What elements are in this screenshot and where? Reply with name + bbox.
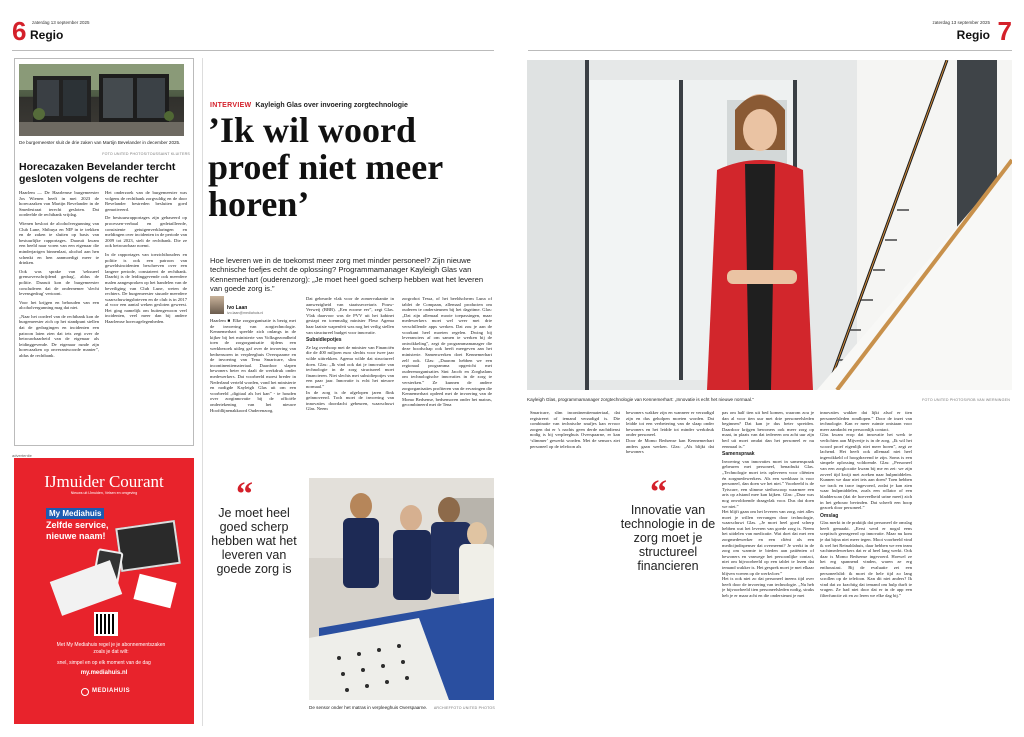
pull-quote: Je moet heel goed scherp hebben wat het leveren van goede zorg is (211, 506, 297, 576)
article-col-1: Haarlem ■ Elke zorgorganisatie is bezig met de invoering van zorgtechnologie. Kennemerhart speelde zich onlangs in de kijker bij het ministerie van Volksgezondheid toen de zorgorganisatie tijdens een werkbezoek uitleg gaf over de invoering van bedsensoren in verpleeghuis Overspaarne en de invoering van Tena Smartcare, slim incontinentiemateriaal. Daardoor slapen bewoners beter en daalt de werkdruk onder medewerkers. Dat voorbeeld moest breder in Nederland verteld worden, vond het ministerie en nodigde Kayleigh Glas uit om een voorbeeld „digitaal als het kan” - te houden over zorginnovatie bij de officiële ondertekening van het nieuwe Hoofdlijnenakkoord Ouderenzorg. (210, 318, 296, 413)
avatar (210, 296, 224, 314)
short-story-headline: Horecazaken Bevelander tercht gesloten volgens de rechter (19, 161, 176, 185)
advertisement[interactable] (14, 458, 194, 724)
left-page-header (12, 18, 492, 48)
paragraph: Invoering van innovaties moet in samenspraak gebeuren met personeel, benadrukt Glas. „Technologie moet iets opleveren voor cliënten én zorgmedewerkers. Als een werkbaar is voor personeel, dan doen we het niet.” Voorbeeld is de Tyiscare, een slimme stethoscoop waarmee een arts op afstand mee kan kijken. Glas: „Daar was nog onvoldoende draagvlak voor. Dus dat doen we niet.” Het blijft gaan om het leveren van zorg, niet alles moet je willen vervangen door technologie, waarschuwt Glas. „Je moet heel goed scherp hebben wat het leveren van goede zorg is. Neem het uitdelen van medicatie. Wat doet dat met een zorgmedewerker en een cliënt als een medicijndispenser dat overneemt? Je werkt in de zorg om warmte te bieden aan patiënten of bewoners en vanwege het persoonlijke contact, niet om bijvoorbeeld op een tablet te lezen dat iemand wakker is. Het gesprek moet je met elkaar blijven voeren op de werkvloer.” Het is ook niet zo dat personeel ineens tijd over heeft door de invoering van technologie. „Nu heb je bijvoorbeeld tien personeelsleden nodig, straks heb je er maar acht en die ondersteunt je met (722, 458, 814, 598)
paragraph: Haarlem — De Haarlemse burgemeester Jos Wienen heeft in mei 2023 de horecazaken van Martijn Bevelander in de Smedestraat terecht gesloten. Dat oordeelde de rechtbank vrijdag. (19, 190, 99, 218)
paper-illustration (133, 574, 176, 608)
ad-logo-text: MEDIAHUIS (92, 688, 131, 694)
paragraph: „Naar het oordeel van de rechtbank kon de burgemeester zich op het standpunt stellen dat de gedragingen en incidenten een patroon laten zien dat iets zegt over de betrouwbaarheid van de eigenaar als leidinggevende. De eigenaar runde zijn horecazaken op onverantwoorde manier”, aldus de rechtbank. (19, 313, 99, 359)
intro: Hoe leveren we in de toekomst meer zorg met minder personeel? Zijn nieuwe technische foefjes echt de oplossing? Programmamanager Kayleigh Glas van Kennemerhart (ouderenzorg): „Je moet heel goed scherp hebben wat het leveren van goede zorg is.” (210, 256, 484, 294)
headline: ’Ik wil woord proef niet meer horen’ (208, 110, 443, 224)
section-name: Regio (30, 28, 64, 42)
right-header-rule (528, 50, 1012, 51)
article-col-2 (306, 296, 394, 490)
paragraph: Ook was sprake van 'seksueel grensoverschrijdend gedrag', aldus de politie. Daaruit kon de burgemeester concluderen dat de ondernemer 'slecht levensgedrag' vertoont. (19, 268, 99, 297)
paragraph: Ze lag overhoop met de minister van Financiën die de 400 miljoen euro slechts voor twee jaar wilde uittrekken. Agema wilde dat structureel doen. Glas: „Ik vind ook dat je innovatie van technologie in de zorg structureel moet financieren. Niet slechts met subsidiepotjes van een paar jaar. Innovatie is echt het nieuwe normaal.” In de zorg is de afgelopen jaren flink geïnnoveerd. Toch moet de invoering van innovaties doordacht gebeuren, waarschuwt Glas. Neem (306, 344, 394, 412)
paragraph: Het onderzoek van de burgemeester was volgens de rechtbank zorgvuldig en de door Bevelander bestreden besluiten goed gemotiveerd. (105, 190, 187, 212)
quote-mark: “ (650, 474, 667, 511)
laptop-illustration (115, 520, 181, 572)
header-date: zaterdag 13 september 2025 (932, 20, 990, 25)
ad-text-2: snel, simpel en op elk moment van de dag (57, 660, 151, 666)
photo-credit: FOTO UNITED PHOTOS/TOUSSAINT KLUITERS (102, 152, 190, 156)
paragraph: Dat gebeurde vlak voor de zomervakantie in aanwezigheid van staatssecretaris Pouw-Verweij (BBB). „Een eoorne eer”, zegt Glas. Vlak daarvoor was de PVV uit het kabinet gestapt en toenmalig minister Fleur Agema haar laatste wapenfeit was nog het veilig stellen van structureel budget voor innovatie. (306, 296, 394, 335)
subheading: Omslag (820, 512, 839, 519)
kicker (210, 102, 408, 109)
paragraph: Glas merkt in de praktijk dat personeel de omslag heeft gemaakt. „Eerst werd er nogal eens sceptisch gereageerd op innovatie. Maar nu kom je dat bijna niet meer tegen. Mooi voorbeeld vind ik wel het Reinaldahuis, daar hebben we een team vachtmedewerkers dat er al heel lang werkt. Ook daar is Momo Bedsense ingevoerd. Hoewel ze het erg spannend vinden, waren ze erg enthousiast. Bij de evaluatie zei een personeelslid: ik moet de hele tijd zo lang scrollen op de telefoon. Kan dit niet anders? Ik vind dat zo krachtig dat iemand om hulp durft te vragen. Ze had niet door dat er in de app een filterfunctie zit en zo leren we elke dag bij.” (820, 520, 912, 598)
pull-quote: Innovatie van technologie in de zorg moet je structureel financieren (620, 503, 716, 573)
article-col-3: zorgrobot Tessa, of het beeldscherm Luna of tablet de Compaan, allemaal producten om ouderen te ondersteunen bij het dagritme. Glas: „Dat zijn allemaal mooie toepassingen, maar medewerkers moet wel weer met drie verschillende apps werken. Dat zou je aan de voorkant heel moeten regelen. Dwing bij leveranciers af om samen te werken bij de ontwikkeling”, zegt de programmamanager die deze boodschap ook heeft meegeven aan het ministerie. Samenwerken doet Kennemerhart zelf ook. Glas: „Daarom hebben we een regionaal programma opgericht met ouderenorganisaties Sint Jacob en Zorgbalans om technologische innovaties in de zorg te versterken.” Ze kunnen de andere zorgorganisaties profiteren van de ervaringen die Kennemerhart opdeed met de invoering van de Momo Bedsense, bedsensoren onder het matras, gecombineerd met de Tena (402, 296, 492, 408)
paragraph: pas om half tien uit bed komen, waarom zou je dan al voor tien uur met drie personeelsleden beginnen? Dat kan je dus beter spreiden. Daardoor krijgen bewoners ook meer zorg op maat, in plaats van dat iedereen om acht uur zijn bed uit moet omdat dan het personeel er nu eenmaal is.” (722, 410, 814, 449)
article-col-6 (722, 410, 814, 726)
author-name: Ivo Laan (227, 305, 248, 311)
ad-label: advertentie (12, 453, 32, 458)
mediahuis-logo-icon (81, 688, 89, 696)
paragraph: Voor het krijgen en behouden van een alcoholvergunning mag dat niet. (19, 299, 99, 311)
ad-url[interactable]: my.mediahuis.nl (80, 670, 128, 676)
portrait-caption: Kayleigh Glas, programmamanager zorgtechnologie van Kennemerhart: „Innovatie is echt het nieuwe normaal.” (527, 397, 754, 402)
qr-code[interactable] (94, 612, 118, 636)
author-email: ivo.laan@mediahuis.nl (227, 311, 264, 315)
section-name: Regio (956, 28, 990, 42)
quote-mark: “ (236, 476, 253, 513)
paragraph: De bestuursrapportages zijn gebaseerd op processen-verbaal en gedetailleerde, consistente getuigenverklaringen en meldingen over incidenten in de periode van 2009 tot 2023, stelt de rechtbank. Die ze ook betrouwbaar noemt. (105, 215, 187, 249)
ad-tagline: Nieuws uit IJmuiden, Velsen en omgeving (70, 491, 138, 495)
paragraph: Wienen besloot de alcoholvergunning van Club Lune, Shibuya en NIP in te trekken en de zaken te sluiten op basis van bestuurlijke rapportages. Daaruit kwam een beeld naar voren van een eigenaar die minderjarigen binnenlaat, alcohol aan hen schenkt en hen aanmoedigt meer te drinken. (19, 220, 99, 266)
subheading: Samenspraak (722, 451, 755, 458)
paragraph: innovaties wakker dat lijkt alsof er tien personeelsleden rondlopen.” Door de inzet van technologie. Kan er meer ruimte ontstaan voor meer aandacht en persoonlijk contact. Glas kwam erop dat innovatie het werk te verlichten aan Mijverije is in de zorg. „Ik wil het woord proef eigenlijk niet meer horen”, zegt ze lachend. Het heeft ook allemaal niet heel ingewikkeld of hoogdravend te zijn. Soms is een simpele oplossing voldoende. Glas: „Personeel van een zorglocatie kwam bij me en zei: we zijn zoveel tijd kwijt met zoeken naar hulpmiddelen. Kunnen we daar niet iets aan doen? Toen hebben we track en trace ingevoerd, zodat je kan zien waar hulpmiddelen, zoals een rollator of een bladderscan (dat de hoeveelheid urine meet) zich in het gebouw bevinden. Dat scheelt een hoop gezoek door personeel.” (820, 410, 912, 511)
ad-slogan-1: Zelfde service, (46, 520, 109, 530)
subheading: Subsidiepotjes (306, 337, 342, 344)
page-number: 7 (997, 16, 1012, 46)
photo-credit: ARCHIEFFOTO UNITED PHOTOS (433, 706, 495, 710)
nursing-photo (309, 478, 494, 700)
article-col-5: bewoners wakker zijn en wanneer er verzadigd zijn en dus geholpen moeten worden. Dat leidde tot een verbetering van de slaap onder bewoners en het leidde tot minder werkdruk onder personeel. Door de Momo Bedsense kan Kennemerhart anders gaan werken. Glas: „Als blijkt dat bewoners (626, 410, 714, 455)
article-col-4: Smartcare, slim incontinentiemateriaal, dat registreert of iemand verzadigd is. Die combinatie van technische snufjes kan ervoor zorgen dat er 's nachts geen derde nachtdienst nodig is bij verpleeghuis Overspaarne, er kan ‘slimmer’ gewerkt worden. Met de sensors ziet personeel op de telefoon als (530, 410, 620, 449)
photo-credit: FOTO UNITED PHOTOS/ROB VAN WERNINGEN (922, 398, 1010, 402)
envelope-illustration (50, 560, 122, 616)
paragraph: In de rapportages van toezichthouders en politie is ook een patroon van geweldsincidenten beschreven over een langere periode, constateert de rechtbank. Daarbij is de leidinggevende ook meerdere malen aangesproken op het handelen van de beveiliging van Club Lune, weten de rechters. De burgemeester stuurde meerdere waarschuwingsbrieven en de club is in 2017 al voor een aantal weken gesloten geweest. Het ging namelijk om buitengewoon veel incidenten, veel meer dan bij andere Haarlemse horecagelegenheden. (105, 251, 187, 325)
ad-slogan-2: nieuwe naam! (46, 531, 106, 541)
photo-caption: De burgemeester sluit de drie zaken van Martijn Bevelander in december 2025. (19, 140, 181, 145)
page-number: 6 (12, 16, 27, 46)
header-date: zaterdag 13 september 2025 (32, 20, 90, 25)
kicker-label: INTERVIEW (210, 102, 252, 109)
left-header-rule (12, 50, 494, 51)
photo-caption: De sensor onder het matras in verpleeghuis Overspaarne. (309, 705, 428, 710)
right-page-header (528, 18, 1012, 48)
ad-app-title: My Mediahuis (46, 508, 104, 519)
article-col-7 (820, 410, 912, 726)
ad-text-1: Met My Mediahuis regel je je abonnementszaken zoals je dat wilt: (56, 642, 166, 655)
kicker-sub: Kayleigh Glas over invoering zorgtechnologie (255, 102, 408, 109)
column-divider (202, 58, 203, 726)
short-story-frame (14, 58, 194, 446)
ad-brand: IJmuider Courant (44, 472, 164, 491)
portrait-photo (527, 60, 1012, 390)
